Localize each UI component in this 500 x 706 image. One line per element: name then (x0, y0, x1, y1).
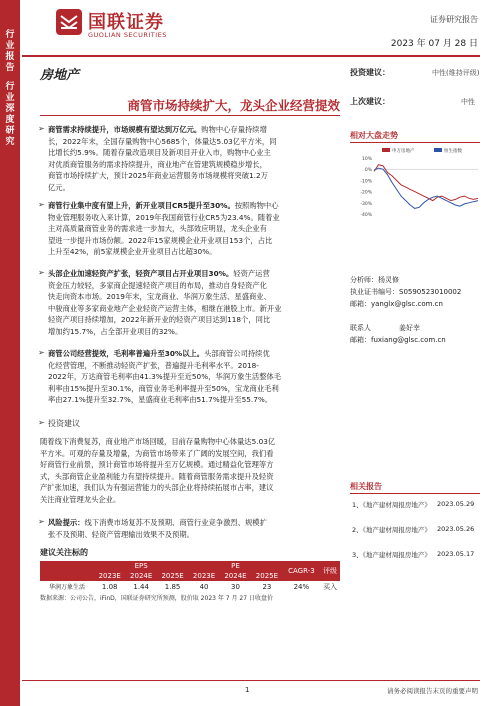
paragraph-line: 主对高质量商管业务的需求进一步加大，头部效应明显，龙头企业有 (48, 224, 267, 234)
cell: 30 (231, 582, 240, 591)
chart-title-divider (350, 142, 480, 143)
paragraph-line: 上升至42%，前5家规模企业开业项目占比超30%。 (48, 247, 217, 257)
paragraph-3 (48, 268, 340, 338)
paragraph-line: 率由27.1%提升至32.7%，星盛商业毛利率由51.7%提升至55.7%。 (48, 395, 273, 405)
invest-paragraph (40, 436, 340, 506)
bullet-icon: ➢ (38, 418, 45, 427)
paragraph-2 (48, 200, 340, 258)
paragraph-line: 对优质商管服务的需求持续提升，商业地产在管建筑规模稳步增长， (48, 159, 267, 169)
th-pe: PE (188, 561, 282, 571)
left-band (0, 0, 20, 706)
paragraph-line: 物业管理服务收入来计算，2019年我国商管行业CR5为23.4%。随着业 (48, 212, 280, 222)
invest-line: 好商管行业前景，预计商管市场将提升至万亿规模。通过精益化管理等方 (40, 460, 274, 470)
table-row (40, 581, 340, 592)
invest-line: 随着线下消费复苏，商业地产市场回暖，目前存量购物中心体量达5.03亿 (40, 437, 276, 446)
th-blank (40, 561, 94, 581)
paragraph-lead: 商管需求持续提升，市场规模有望达到万亿元。 (48, 125, 202, 134)
logo-icon (55, 8, 83, 36)
prev-rating-label: 上次建议： (350, 97, 390, 106)
th-sub: 2024E (125, 571, 156, 581)
related-report-date: 2023.05.29 (437, 500, 475, 508)
doc-type: 证券研究报告 (430, 15, 478, 24)
chart-title: 相对大盘走势 (350, 131, 398, 140)
analyst-email: 邮箱：yanglx@glsc.com.cn (350, 300, 443, 308)
cell: 24% (293, 582, 310, 591)
paragraph-line: 购物中心存量持续增 (201, 125, 267, 134)
risk-paragraph (48, 517, 340, 540)
cell: 1.08 (101, 582, 118, 591)
y-tick-label: -40% (360, 213, 372, 218)
footer-divider (22, 680, 480, 681)
footer-disclaimer: 请务必阅读报告末页的重要声明 (387, 687, 478, 695)
header-divider (22, 55, 480, 57)
table-source: 数据来源：公司公告，iFinD，国联证券研究所预测，股价取 2023 年 7 月 27 日收盘价 (40, 595, 273, 602)
cell: 40 (199, 582, 209, 591)
risk-lead: 风险提示： (48, 518, 85, 527)
industry-label: 房地产 (40, 68, 80, 83)
report-title: 商管市场持续扩大，龙头企业经营提效 (127, 98, 340, 113)
bullet-icon: ➢ (38, 200, 45, 209)
table-heading: 建议关注标的 (40, 548, 88, 557)
invest-line: 产扩张加速，我们认为有强运营能力的头部企业将持续拓展市占率，建议 (40, 483, 274, 493)
invest-line: 平方米。可观的存量及增量，为商管市场带来了广阔的发展空间，我们看 (40, 448, 274, 458)
doc-date: 2023 年 07 月 28 日 (390, 39, 478, 49)
paragraph-line: 中骏商业等多家商业地产企业轻资产运营主体，相继在港股上市。新开业 (48, 303, 282, 313)
th-rating: 评级 (320, 561, 340, 581)
related-divider (350, 493, 480, 494)
y-tick-label: -20% (360, 190, 372, 196)
y-tick-label: 0% (364, 168, 372, 174)
cell: 买入 (323, 582, 338, 591)
paragraph-line: 2022年，万达商管毛利率由41.3%提升至近50%，华润万象生活整体毛 (48, 372, 282, 382)
invest-line: 式，头部商管企业盈利能力有望持续提升。随着商管服务需求提升及轻资 (40, 471, 274, 481)
bullet-icon: ➢ (38, 517, 45, 526)
th-sub: 2023E (94, 571, 125, 581)
legend-swatch (382, 148, 390, 152)
related-report-date: 2023.05.17 (437, 550, 475, 558)
y-tick-label: 10% (361, 157, 372, 162)
paragraph-line: 亿元。 (48, 182, 70, 192)
legend-label: 恒生指数 (444, 149, 462, 154)
th-sub: 2024E (220, 571, 251, 581)
invest-line: 关注商业管理龙头企业。 (40, 494, 121, 504)
invest-heading: 投资建议 (48, 419, 80, 428)
risk-line: 张不及预期、轻资产管理输出效果不及预期。 (48, 529, 194, 539)
paragraph-line: 快走向资本市场。2019年末，宝龙商业、华润万象生活、星盛商业、 (48, 292, 271, 302)
rating-value: 中性(维持评级) (432, 69, 480, 77)
paragraph-line: 长，2022年末，全国存量购物中心5685个，体量达5.03亿平方米，同 (48, 136, 277, 146)
y-tick-label: -30% (360, 201, 372, 207)
paragraph-line: 轻资产项目持续增加，2022年新开业的轻资产项目达到118个，同比 (48, 315, 271, 325)
cell: 23 (262, 582, 272, 591)
prev-rating-value: 中性 (461, 98, 475, 106)
th-cagr: CAGR-3 (283, 561, 321, 581)
related-report-link[interactable]: 3、《地产建材周报房地产》 (352, 551, 431, 559)
th-sub: 2023E (188, 571, 219, 581)
bullet-icon: ➢ (38, 268, 45, 277)
cell-name: 华润万象生活 (48, 584, 85, 591)
cell: 1.85 (164, 582, 181, 591)
related-title: 相关报告 (350, 482, 382, 491)
paragraph-1 (48, 124, 340, 194)
paragraph-line: 头部商管公司持续优 (204, 349, 270, 358)
paragraph-line: 利率由15%提升至30.1%，商管业务毛利率提升至50%，宝龙商业毛利 (48, 383, 279, 393)
performance-chart (346, 146, 480, 218)
paragraph-line: 增加约15.7%，占全部开业项目的32%。 (48, 326, 183, 336)
th-sub: 2025E (251, 571, 282, 581)
th-eps: EPS (94, 561, 188, 571)
related-report-link[interactable]: 1、《地产建材周报房地产》 (352, 501, 431, 509)
related-report-date: 2023.05.26 (437, 525, 475, 533)
left-band-text-1: 行业报告 (5, 30, 15, 73)
paragraph-line: 按照购物中心 (234, 201, 279, 210)
th-sub: 2025E (157, 571, 188, 581)
contact-label: 联系人 姜好幸 (350, 324, 420, 332)
paragraph-line: 望进一步提升市场份额。2022年15家规模企业开业项目153个，占比 (48, 235, 273, 245)
paragraph-lead: 商管公司经营提效，毛利率普遍升至30%以上。 (48, 349, 205, 358)
title-divider (40, 115, 340, 116)
cert-label: 执业证书编号：S0590523010002 (350, 288, 462, 296)
paragraph-4 (48, 348, 340, 406)
left-band-text-2: 行业深度研究 (5, 82, 15, 147)
logo-en: GUOLIAN SECURITIES (88, 31, 167, 39)
legend-label: 申万房地产 (392, 149, 415, 154)
y-tick-label: -10% (360, 179, 372, 185)
paragraph-line: 比增长约5.9%。随着存量改造项目及新项目开业入市，购物中心业主 (48, 148, 271, 158)
contact-email: 邮箱：fuxiang@glsc.com.cn (350, 336, 446, 344)
paragraph-line: 资金压力较轻，多家商企提速轻资产项目的布局，推动自身轻资产化 (48, 280, 267, 290)
risk-line: 线下消费市场复苏不及预期、商管行业竞争激烈、规模扩 (84, 518, 267, 527)
related-report-link[interactable]: 2、《地产建材周报房地产》 (352, 526, 431, 534)
paragraph-line: 化经营管理，不断推动轻资产扩张，普遍提升毛利率水平。2018- (48, 360, 259, 370)
cell: 1.44 (133, 582, 149, 591)
paragraph-line: 商管市场持续扩大，预计2025年商业运营服务市场规模将突破1.2万 (48, 171, 268, 181)
rating-label: 投资建议： (350, 68, 390, 77)
paragraph-lead: 头部企业加速轻资产扩张，轻资产项目占开业项目30%。 (48, 269, 234, 278)
paragraph-line: 轻资产运营 (233, 269, 270, 278)
paragraph-lead: 商管行业集中度有望上升，新开业项目CR5提升至30%。 (48, 201, 235, 210)
logo-text: 国联证券 (88, 12, 164, 33)
analyst-label: 分析师：杨灵修 (350, 276, 399, 284)
series-line-1 (374, 165, 478, 201)
recommend-table (40, 561, 340, 592)
bullet-icon: ➢ (38, 124, 45, 133)
legend-swatch (434, 148, 442, 152)
page-number: 1 (245, 686, 250, 694)
bullet-icon: ➢ (38, 348, 45, 357)
